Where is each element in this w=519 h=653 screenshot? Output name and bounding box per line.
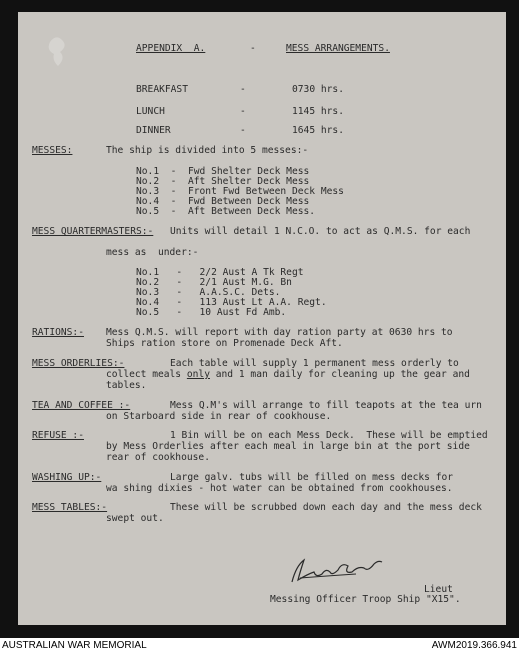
meal-dash: - bbox=[240, 84, 246, 95]
only-emphasis: only bbox=[186, 369, 210, 380]
tea-line: on Starboard side in rear of cookhouse. bbox=[106, 411, 332, 422]
rations-line: Ships ration store on Promenade Deck Aft. bbox=[106, 338, 343, 349]
meal-time: 0730 hrs. bbox=[292, 84, 344, 95]
document-page bbox=[18, 12, 506, 625]
footer bbox=[0, 640, 519, 653]
orderlies-text: collect meals bbox=[106, 369, 187, 380]
ink-smudge bbox=[42, 32, 74, 72]
washing-line: wa shing dixies - hot water can be obtained from cookhouses. bbox=[106, 483, 453, 494]
orderlies-line: Each table will supply 1 permanent mess orderly to bbox=[170, 358, 459, 369]
tables-line: swept out. bbox=[106, 513, 164, 524]
footer-source: AUSTRALIAN WAR MEMORIAL bbox=[2, 640, 147, 651]
quartermaster-list-item: No.4 - 113 Aust Lt A.A. Regt. bbox=[136, 297, 327, 308]
meal-dash: - bbox=[240, 125, 246, 136]
orderlies-heading: MESS ORDERLIES:- bbox=[32, 358, 125, 369]
title-dash: - bbox=[250, 43, 256, 54]
meal-name: LUNCH bbox=[136, 106, 165, 117]
refuse-heading: REFUSE :- bbox=[32, 430, 84, 441]
quartermaster-list-item: No.1 - 2/2 Aust A Tk Regt bbox=[136, 267, 304, 278]
meal-dash: - bbox=[240, 106, 246, 117]
messes-heading: MESSES: bbox=[32, 145, 73, 156]
page-title: MESS ARRANGEMENTS. bbox=[286, 43, 390, 54]
quartermasters-line: mess as under:- bbox=[106, 247, 199, 258]
signature-title: Messing Officer Troop Ship "X15". bbox=[270, 594, 461, 605]
meal-name: DINNER bbox=[136, 125, 171, 136]
mess-list-item: No.2 - Aft Shelter Deck Mess bbox=[136, 176, 310, 187]
quartermaster-list-item: No.3 - A.A.S.C. Dets. bbox=[136, 287, 281, 298]
mess-list-item: No.5 - Aft Between Deck Mess. bbox=[136, 206, 316, 217]
handwritten-signature bbox=[286, 552, 386, 586]
tea-line: Mess Q.M's will arrange to fill teapots at the tea urn bbox=[170, 400, 482, 411]
appendix-label: APPENDIX A. bbox=[136, 43, 206, 54]
footer-accession: AWM2019.366.941 bbox=[431, 640, 517, 651]
meal-time: 1145 hrs. bbox=[292, 106, 344, 117]
signature-rank: Lieut bbox=[424, 584, 453, 595]
orderlies-line bbox=[106, 369, 470, 380]
refuse-line: 1 Bin will be on each Mess Deck. These will be emptied bbox=[170, 430, 488, 441]
tables-heading: MESS TABLES:- bbox=[32, 502, 108, 513]
tables-line: These will be scrubbed down each day and the mess deck bbox=[170, 502, 482, 513]
orderlies-text: and 1 man daily for cleaning up the gear and bbox=[209, 369, 470, 380]
rations-line: Mess Q.M.S. will report with day ration party at 0630 hrs to bbox=[106, 327, 453, 338]
tea-heading: TEA AND COFFEE :- bbox=[32, 400, 131, 411]
orderlies-line: tables. bbox=[106, 380, 147, 391]
quartermasters-line: Units will detail 1 N.C.O. to act as Q.M.S. for each bbox=[170, 226, 471, 237]
quartermaster-list-item: No.5 - 10 Aust Fd Amb. bbox=[136, 307, 287, 318]
refuse-line: by Mess Orderlies after each meal in large bin at the port side bbox=[106, 441, 470, 452]
washing-heading: WASHING UP:- bbox=[32, 472, 102, 483]
rations-heading: RATIONS:- bbox=[32, 327, 84, 338]
quartermasters-heading: MESS QUARTERMASTERS:- bbox=[32, 226, 154, 237]
mess-list-item: No.4 - Fwd Between Deck Mess bbox=[136, 196, 310, 207]
meal-name: BREAKFAST bbox=[136, 84, 188, 95]
mess-list-item: No.1 - Fwd Shelter Deck Mess bbox=[136, 166, 310, 177]
meal-time: 1645 hrs. bbox=[292, 125, 344, 136]
refuse-line: rear of cookhouse. bbox=[106, 452, 210, 463]
quartermaster-list-item: No.2 - 2/1 Aust M.G. Bn bbox=[136, 277, 292, 288]
washing-line: Large galv. tubs will be filled on mess decks for bbox=[170, 472, 454, 483]
mess-list-item: No.3 - Front Fwd Between Deck Mess bbox=[136, 186, 344, 197]
messes-intro: The ship is divided into 5 messes:- bbox=[106, 145, 309, 156]
